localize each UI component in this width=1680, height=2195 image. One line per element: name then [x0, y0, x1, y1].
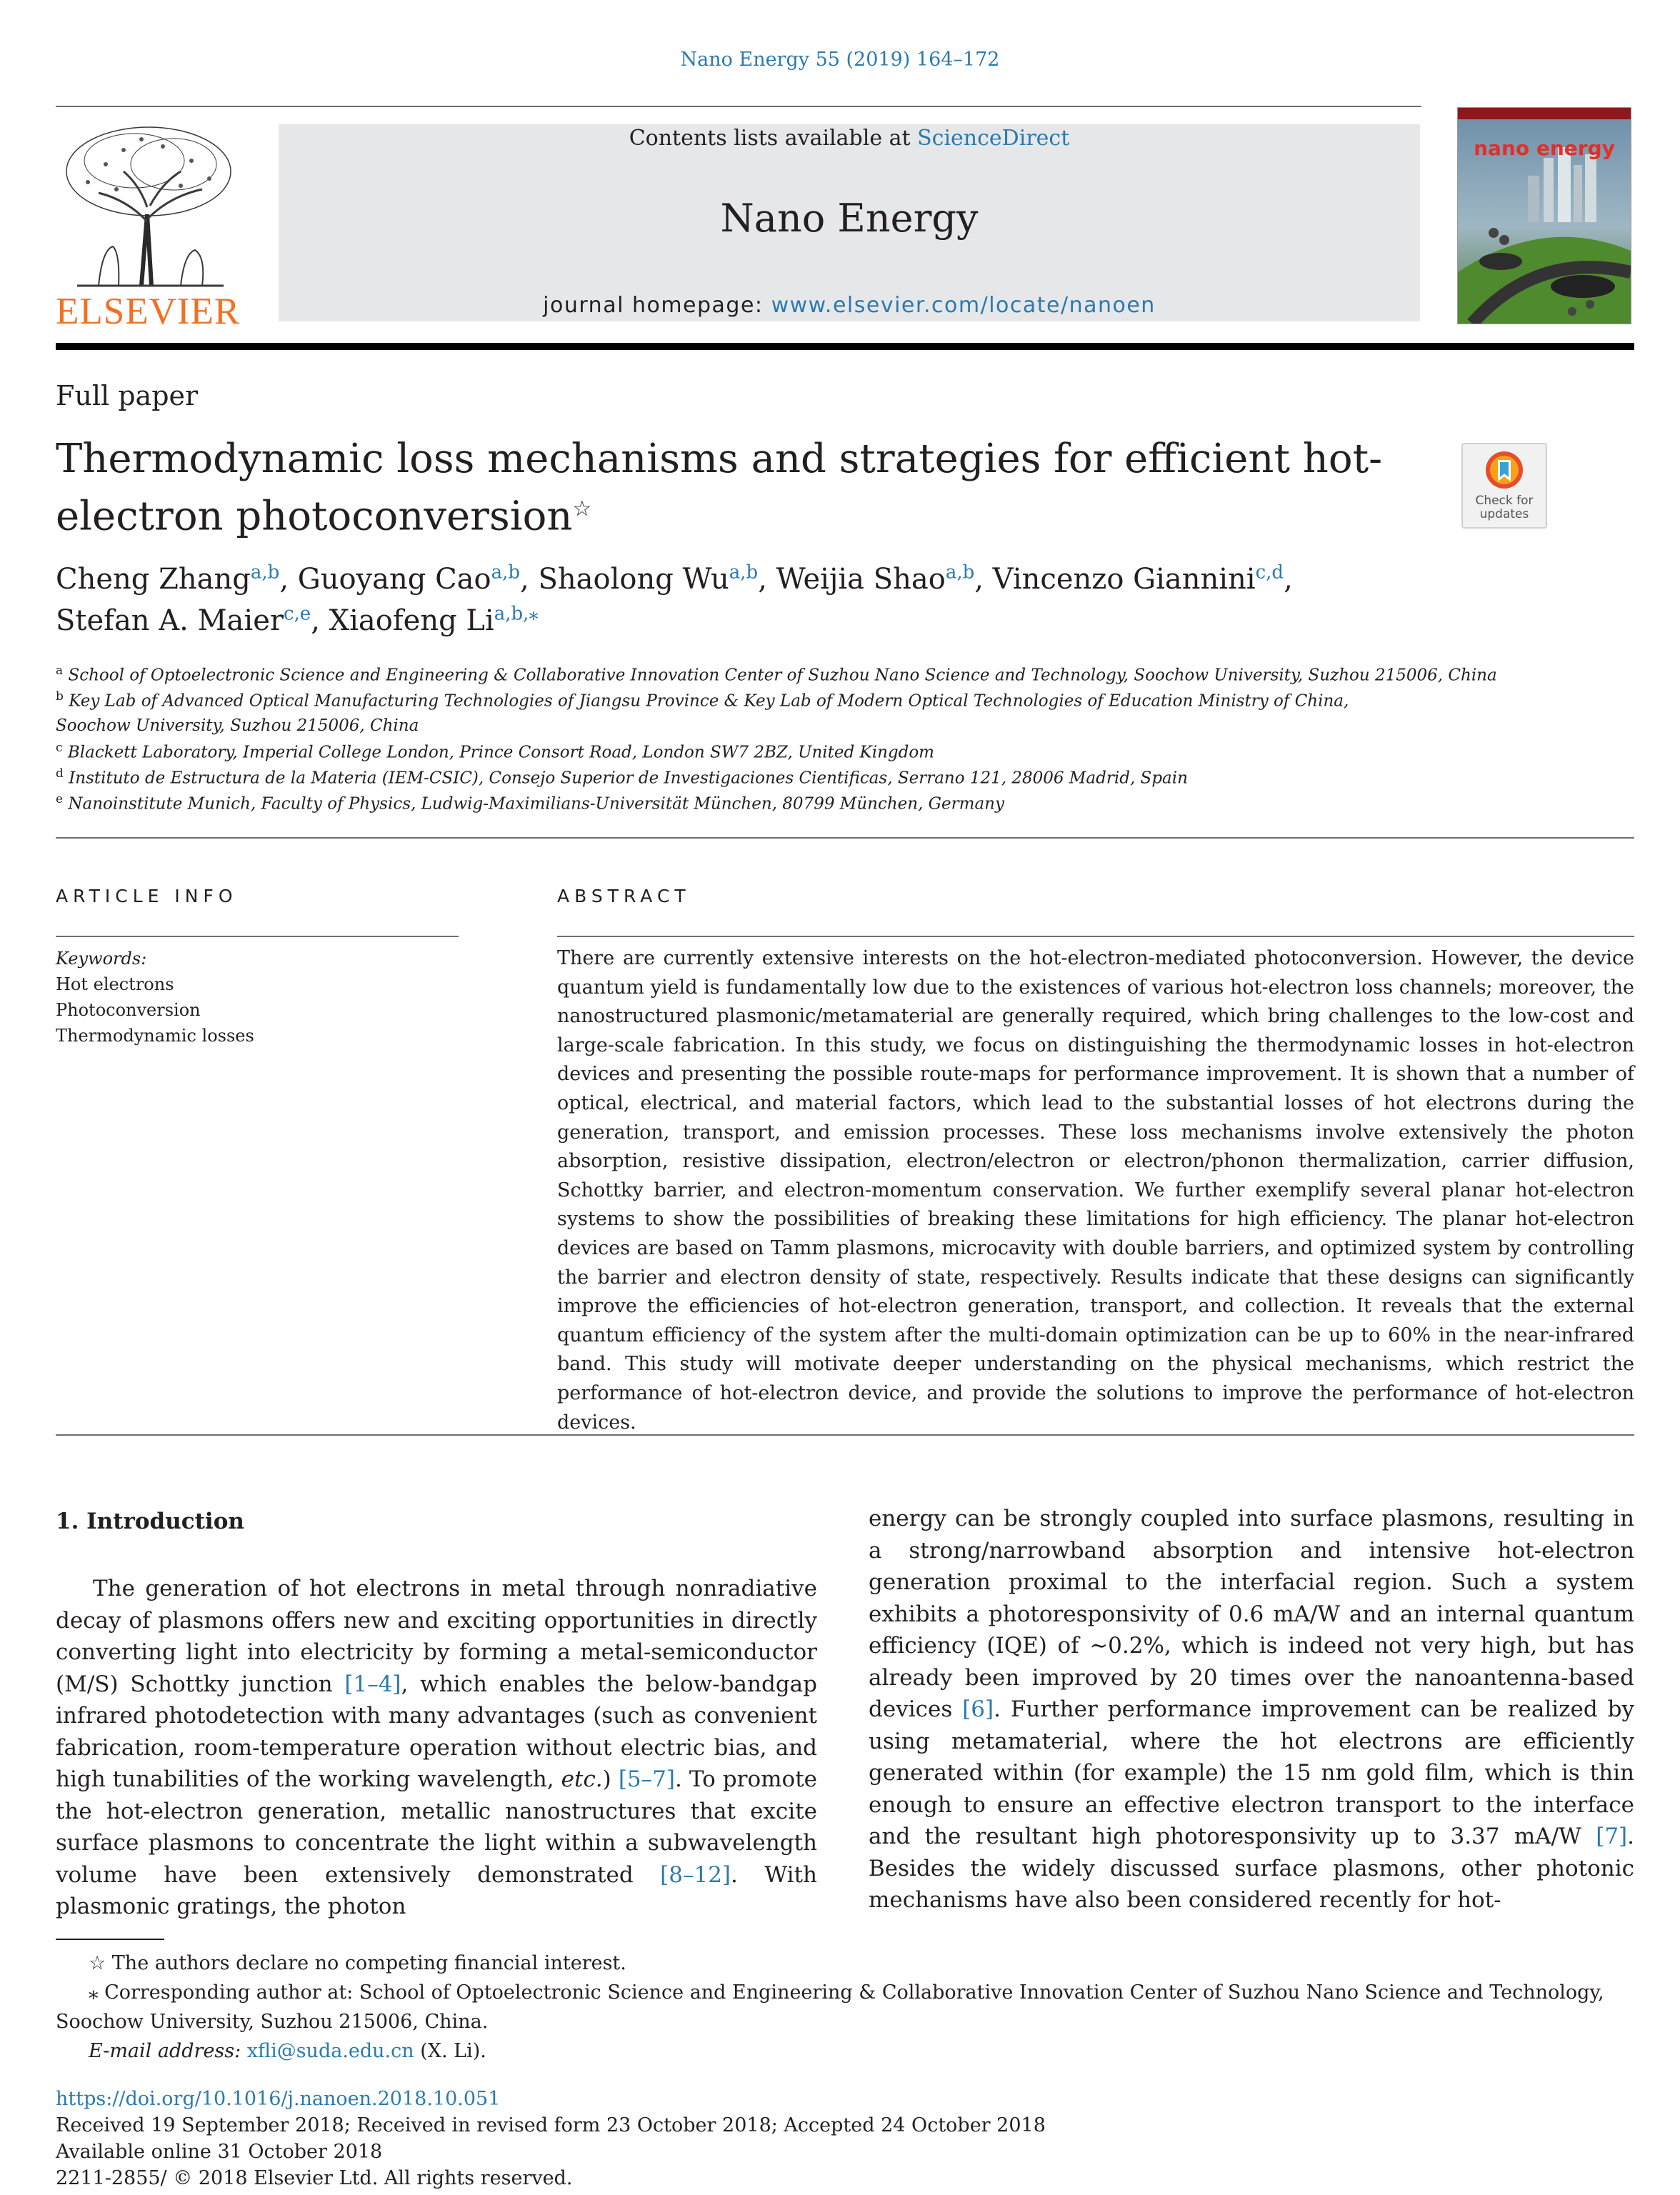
- citation-link[interactable]: [1–4]: [344, 1671, 401, 1697]
- intro-text: , which enables the below-bandgap infrared photodetection with many advantages (such as convenient fabrication, room-temperature operation without electric bias, and high tunabilities of the working wavelength,: [56, 1671, 817, 1792]
- title-footnote-mark[interactable]: ☆: [572, 496, 592, 521]
- cover-title: nano energy: [1474, 136, 1615, 160]
- author-affiliation-mark[interactable]: c,d: [1255, 561, 1284, 584]
- citation-link[interactable]: [5–7]: [618, 1766, 675, 1792]
- homepage-line: [279, 293, 1420, 318]
- author-name[interactable]: Cheng Zhang: [56, 563, 251, 596]
- author-affiliation-mark[interactable]: a,b: [945, 561, 975, 584]
- affiliation-a: [56, 659, 1634, 688]
- check-updates-line-2: updates: [1479, 507, 1529, 521]
- email-link[interactable]: xfli@suda.edu.cn: [246, 2040, 414, 2062]
- intro-right-column: [869, 1503, 1634, 1916]
- affiliation-c: [56, 736, 1634, 765]
- author-name[interactable]: Weijia Shao: [776, 563, 946, 596]
- body-rule: [56, 1434, 1634, 1436]
- author[interactable]: [538, 563, 758, 596]
- journal-title: Nano Energy: [720, 196, 979, 241]
- elsevier-tree-icon: [56, 121, 241, 289]
- bookmark-icon: [1463, 444, 1546, 494]
- masthead-rule: [56, 343, 1634, 350]
- author-list: [56, 559, 1484, 641]
- footnote-rule: [56, 1939, 164, 1940]
- affiliation-text: Instituto de Estructura de la Materia (IEM-CSIC), Consejo Superior de Investigaciones Cientificas, Serrano 121, 28006 Madrid, Spain: [69, 769, 1188, 788]
- author-affiliation-mark[interactable]: a,b: [491, 561, 521, 584]
- check-updates-label: [1463, 494, 1546, 521]
- intro-text: . Further performance improvement can be realized by using metamaterial, where the hot electrons are efficiently generated within (for example) the 15 nm gold film, which is thin enough to ensure an effective electron transport to the interface and the resultant high photoresponsivity up to 3.37 mA/W: [869, 1696, 1634, 1849]
- citation-link[interactable]: [6]: [962, 1696, 994, 1722]
- footnote-corresponding-author: [56, 1978, 1634, 2036]
- article-info-rule: [56, 936, 459, 937]
- contents-line: [279, 126, 1420, 151]
- publication-info: [56, 2086, 1634, 2191]
- intro-text: . Besides the widely discussed surface plasmons, other photonic mechanisms have also been considered recently for hot-: [869, 1824, 1634, 1913]
- abstract-rule: [557, 936, 1634, 937]
- elsevier-logo: [56, 121, 241, 332]
- footnote-corr-mark: ⁎: [89, 1981, 99, 2004]
- article-info-heading: ARTICLE INFO: [56, 886, 238, 906]
- affiliation-label: e: [56, 792, 64, 806]
- author-affiliation-mark[interactable]: a,b,⁎: [494, 603, 539, 625]
- author-name[interactable]: Stefan A. Maier: [56, 604, 284, 637]
- intro-text: energy can be strongly coupled into surface plasmons, resulting in a strong/narrowband absorption and intensive hot-electron generation proximal to the interfacial region. Such a system exhibits a photoresponsivity of 0.6 mA/W and an internal quantum efficiency (IQE) of ∼0.2%, which is indeed not very high, but has already been improved by 20 times over the nanoantenna-based devices: [869, 1506, 1634, 1722]
- affiliations-rule: [56, 837, 1634, 839]
- affiliation-label: b: [56, 689, 64, 704]
- footnote-competing-interest: [56, 1949, 1634, 1978]
- journal-citation[interactable]: Nano Energy 55 (2019) 164–172: [680, 49, 1000, 71]
- author-separator: ,: [520, 563, 539, 596]
- homepage-link[interactable]: www.elsevier.com/locate/nanoen: [771, 293, 1156, 318]
- keywords-label: Keywords:: [56, 949, 147, 969]
- footnote-star-mark: ☆: [89, 1952, 106, 1974]
- affiliation-e: [56, 787, 1634, 816]
- footnote-text: Corresponding author at: School of Optoelectronic Science and Engineering & Collaborative Innovation Center of Suzhou Nano Science and Technology, Soochow University, Suzhou 215006, China.: [56, 1981, 1604, 2033]
- journal-masthead: [279, 124, 1420, 321]
- article-history: Received 19 September 2018; Received in revised form 23 October 2018; Accepted 24 October 2018: [56, 2114, 1046, 2136]
- keyword: Thermodynamic losses: [56, 1026, 254, 1046]
- author-name[interactable]: Guoyang Cao: [297, 563, 491, 596]
- keyword: Photoconversion: [56, 1000, 201, 1020]
- abstract-text: There are currently extensive interests on the hot-electron-mediated photoconversion. However, the device quantum yield is fundamentally low due to the existences of various hot-electron loss channels; moreover, the nanostructured plasmonic/metamaterial are generally required, which bring challenges to the low-cost and large-scale fabrication. In this study, we focus on distinguishing the thermodynamic losses in hot-electron devices and presenting the possible route-maps for performance improvement. It is shown that a number of optical, electrical, and material factors, which lead to the substantial losses of hot electrons during the generation, transport, and emission processes. These loss mechanisms involve extensively the photon absorption, resistive dissipation, electron/electron or electron/phonon thermalization, carrier diffusion, Schottky barrier, and electron-momentum conservation. We further exemplify several planar hot-electron systems to show the possibilities of breaking these limitations for high efficiency. The planar hot-electron devices are based on Tamm plasmons, microcavity with double barriers, and optimized system by controlling the barrier and electron density of state, respectively. Results indicate that these designs can significantly improve the efficiencies of hot-electron generation, transport, and collection. It reveals that the external quantum efficiency of the system after the multi-domain optimization can be up to 60% in the near-infrared band. This study will motivate deeper understanding on the physical mechanisms, which restrict the performance of hot-electron device, and provide the solutions to improve the performance of hot-electron devices.: [557, 947, 1634, 1434]
- homepage-prefix: journal homepage:: [543, 293, 771, 318]
- author[interactable]: [56, 604, 311, 637]
- author-name[interactable]: Xiaofeng Li: [329, 604, 494, 637]
- journal-cover[interactable]: [1457, 107, 1631, 324]
- copyright: 2211-2855/ © 2018 Elsevier Ltd. All rights reserved.: [56, 2167, 573, 2189]
- header-rule: [56, 106, 1421, 107]
- author-affiliation-mark[interactable]: c,e: [283, 603, 311, 625]
- intro-text: ): [602, 1766, 619, 1792]
- citation-link[interactable]: [8–12]: [660, 1861, 731, 1888]
- footnote-text: The authors declare no competing financial interest.: [106, 1952, 626, 1974]
- author-affiliation-mark[interactable]: a,b: [250, 561, 280, 584]
- author[interactable]: [298, 563, 520, 596]
- contents-prefix: Contents lists available at: [629, 126, 918, 151]
- affiliation-text: Key Lab of Advanced Optical Manufacturing Technologies of Jiangsu Province & Key Lab of Modern Optical Technologies of Education Ministry of China, Soochow University, Suzhou 215006, China: [56, 691, 1349, 735]
- keyword: Hot electrons: [56, 974, 174, 994]
- available-online: Available online 31 October 2018: [56, 2141, 383, 2163]
- author-separator: ,: [279, 563, 298, 596]
- intro-text-italic: etc.: [561, 1766, 603, 1792]
- section-heading-introduction: 1. Introduction: [56, 1509, 244, 1534]
- footnote-email: [56, 2036, 1634, 2066]
- affiliation-b: [56, 684, 1427, 738]
- intro-text: . To promote the hot-electron generation, metallic nanostructures that excite surface plasmons to concentrate the light within a subwavelength volume have been extensively demonstrated: [56, 1766, 817, 1888]
- check-updates-line-1: Check for: [1475, 494, 1534, 508]
- doi-link[interactable]: https://doi.org/10.1016/j.nanoen.2018.10.051: [56, 2088, 501, 2110]
- affiliation-label: a: [56, 664, 64, 678]
- intro-left-column: [56, 1573, 817, 1923]
- author-separator: ,: [758, 563, 776, 596]
- article-title-text: Thermodynamic loss mechanisms and strategies for efficient hot-electron photoconversion: [56, 436, 1382, 540]
- email-label: E-mail address:: [89, 2040, 247, 2062]
- author-separator: ,: [311, 604, 329, 637]
- affiliation-label: d: [56, 766, 64, 781]
- article-type: Full paper: [56, 380, 199, 411]
- sciencedirect-link[interactable]: ScienceDirect: [917, 126, 1070, 151]
- affiliation-label: c: [56, 741, 63, 755]
- article-title: [56, 434, 1413, 542]
- author[interactable]: [993, 563, 1284, 596]
- affiliation-d: [56, 761, 1634, 791]
- email-suffix: (X. Li).: [414, 2040, 486, 2062]
- check-for-updates-button[interactable]: [1461, 443, 1547, 529]
- affiliation-text: School of Optoelectronic Science and Engineering & Collaborative Innovation Center of Suzhou Nano Science and Technology, Soochow University, Suzhou 215006, China: [68, 666, 1497, 685]
- author-separator: ,: [1284, 563, 1293, 596]
- citation-link[interactable]: [7]: [1596, 1824, 1628, 1849]
- author[interactable]: [56, 563, 279, 596]
- affiliation-text: Nanoinstitute Munich, Faculty of Physics, Ludwig-Maximilians-Universität München, 80799 München, Germany: [68, 794, 1004, 814]
- author-name[interactable]: Shaolong Wu: [538, 563, 729, 596]
- author[interactable]: [329, 604, 539, 637]
- intro-text: . With plasmonic gratings, the photon: [56, 1861, 817, 1919]
- abstract-heading: ABSTRACT: [557, 886, 691, 906]
- author-separator: ,: [974, 563, 993, 596]
- author[interactable]: [776, 563, 975, 596]
- author-name[interactable]: Vincenzo Giannini: [992, 563, 1256, 596]
- author-affiliation-mark[interactable]: a,b: [729, 561, 759, 584]
- elsevier-wordmark: ELSEVIER: [56, 291, 241, 332]
- intro-text: The generation of hot electrons in metal through nonradiative decay of plasmons offers new and exciting opportunities in directly converting light into electricity by forming a metal-semiconductor (M/S) Schottky junction: [56, 1576, 817, 1697]
- footnotes: [56, 1949, 1634, 2066]
- affiliation-text: Blackett Laboratory, Imperial College London, Prince Consort Road, London SW7 2BZ, United Kingdom: [67, 743, 934, 762]
